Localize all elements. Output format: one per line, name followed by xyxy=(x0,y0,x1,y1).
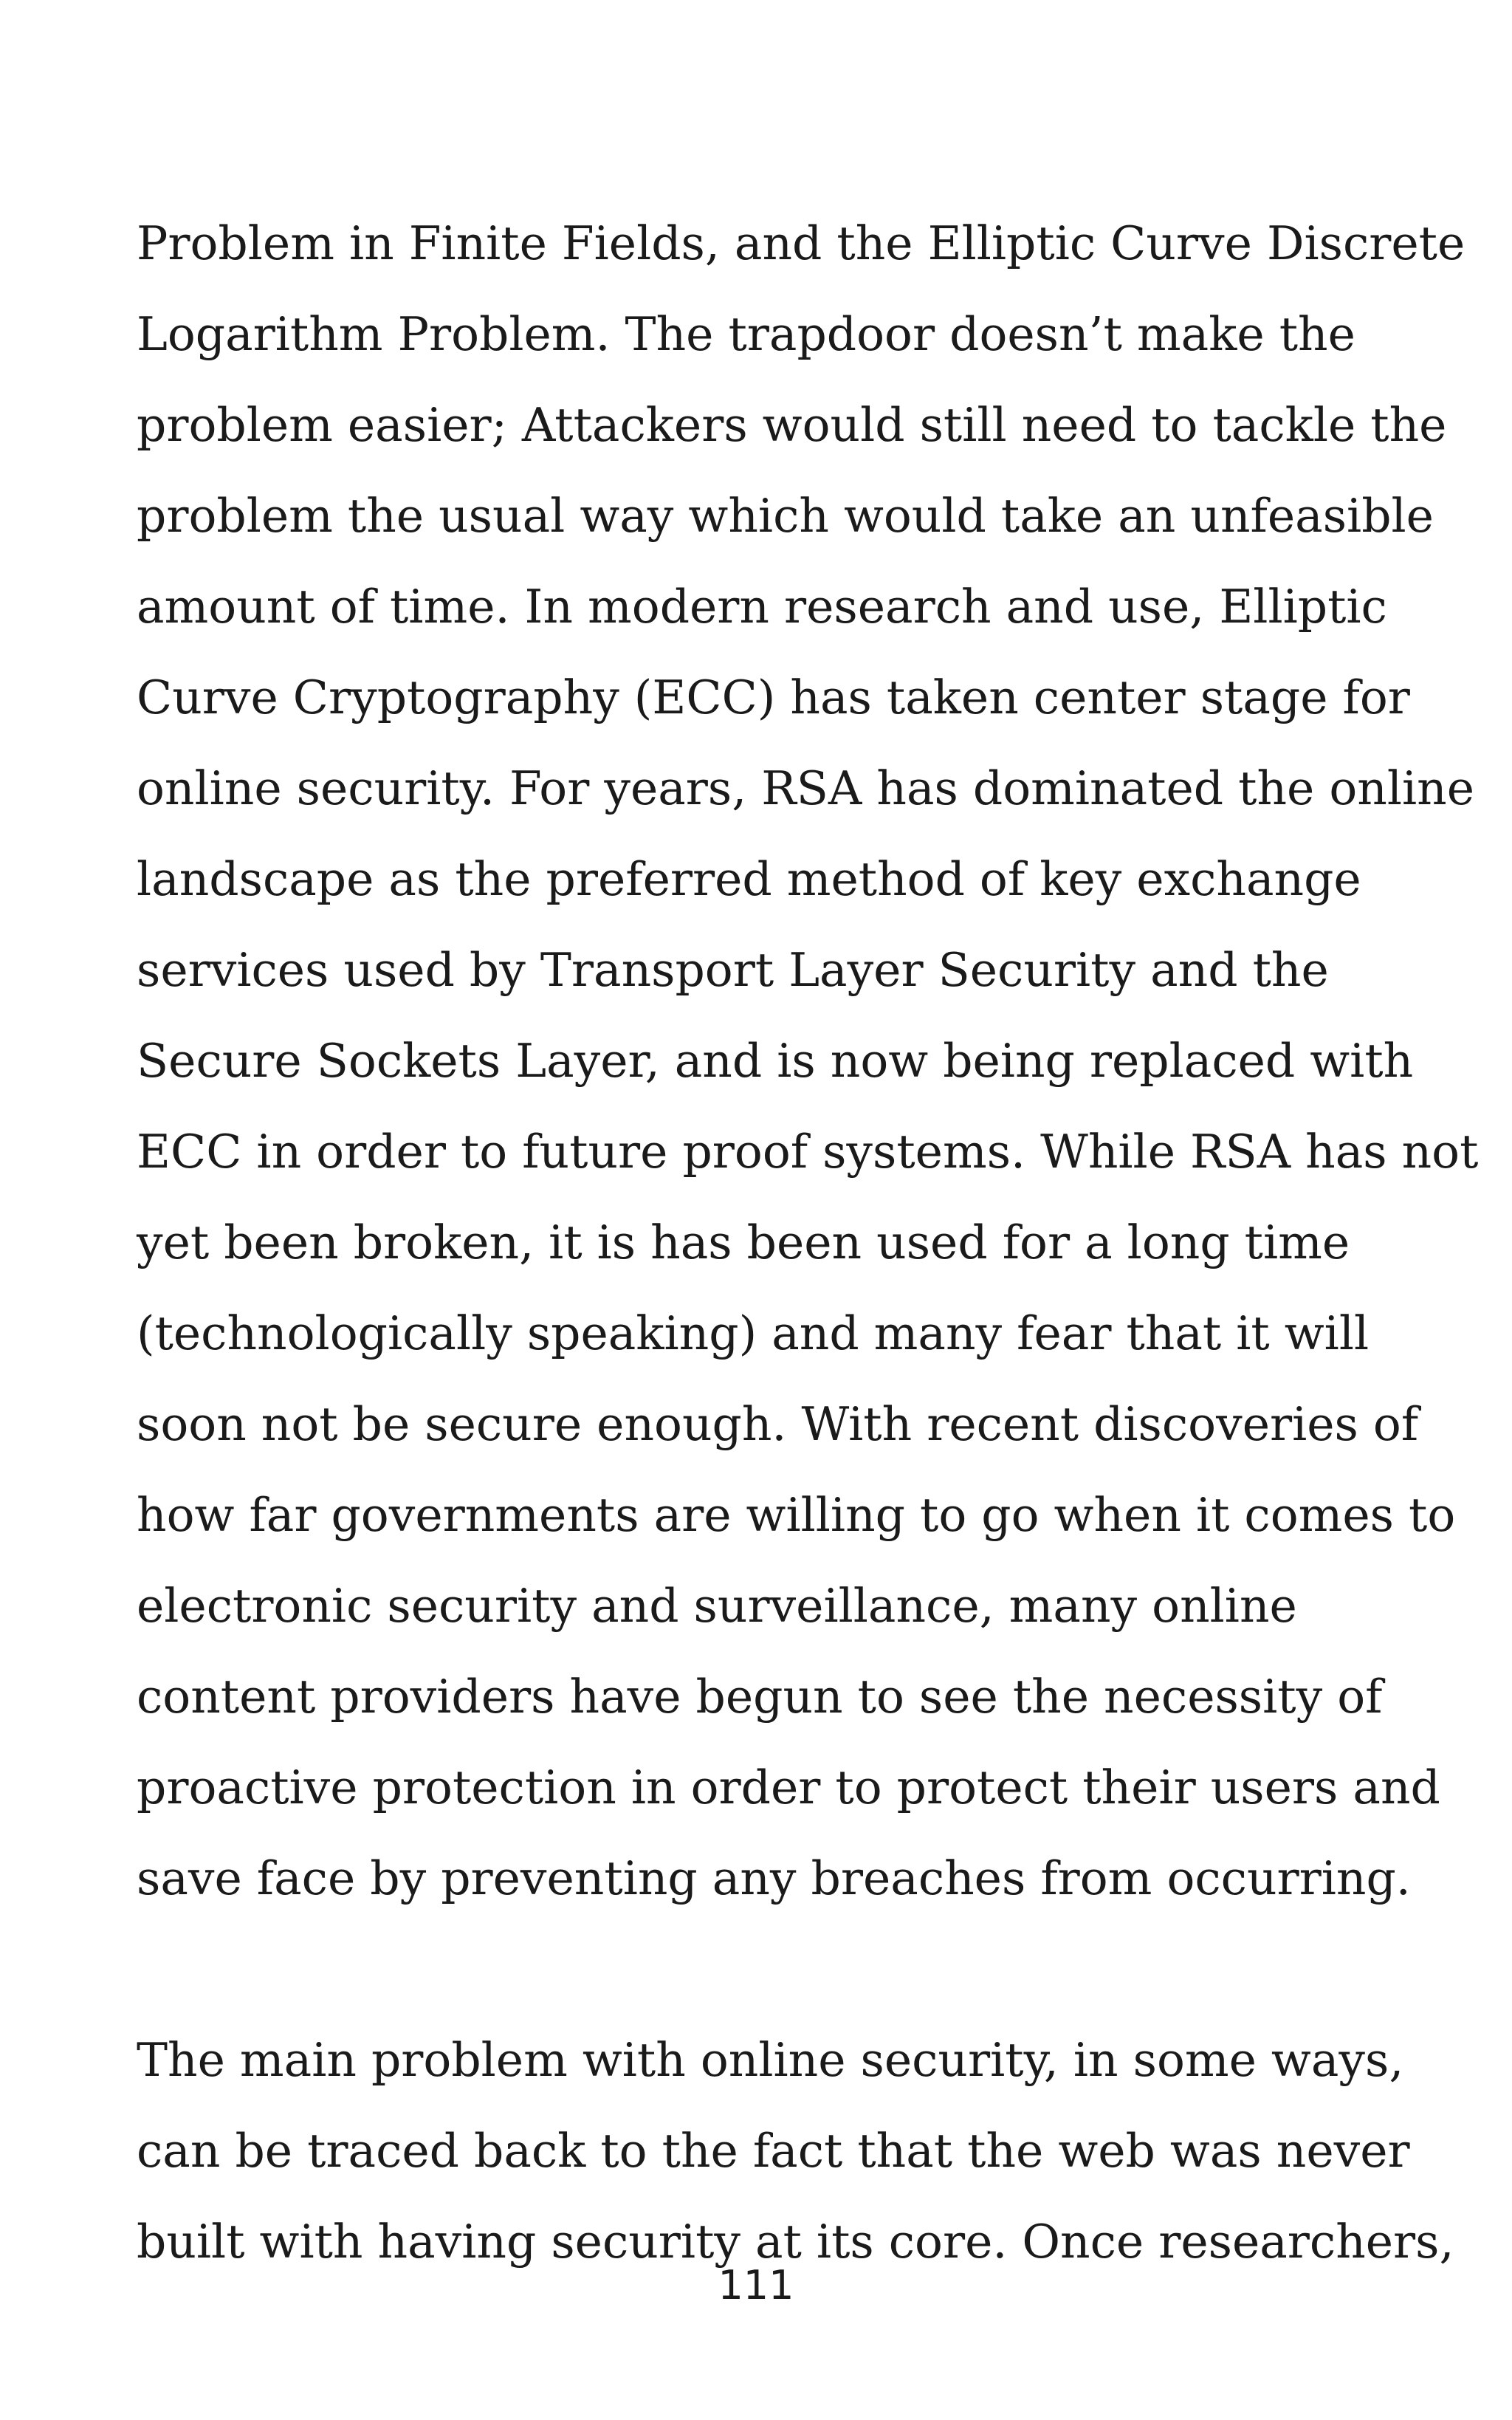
page-number: 111 xyxy=(718,2262,794,2308)
text-line: proactive protection in order to protect their users and xyxy=(137,1761,1440,1814)
text-line: services used by Transport Layer Security and the xyxy=(137,943,1329,997)
text-line: Problem in Finite Fields, and the Elliptic Curve Discrete xyxy=(137,216,1465,270)
text-line: electronic security and surveillance, many online xyxy=(137,1579,1297,1633)
page-body xyxy=(137,198,1479,2287)
text-line: can be traced back to the fact that the web was never xyxy=(137,2124,1410,2178)
text-line: online security. For years, RSA has dominated the online xyxy=(137,761,1474,815)
text-line: built with having security at its core. Once researchers, xyxy=(137,2215,1454,2269)
text-line: The main problem with online security, in some ways, xyxy=(137,2033,1404,2087)
text-line: landscape as the preferred method of key exchange xyxy=(137,852,1361,906)
paragraph-spacer xyxy=(137,1924,1392,2015)
text-line: problem easier; Attackers would still need to tackle the xyxy=(137,398,1447,452)
text-line: yet been broken, it is has been used for a long time xyxy=(137,1216,1350,1269)
text-line: (technologically speaking) and many fear that it will xyxy=(137,1306,1370,1360)
text-line: Curve Cryptography (ECC) has taken center stage for xyxy=(137,671,1410,724)
text-line: soon not be secure enough. With recent discoveries of xyxy=(137,1397,1419,1451)
text-line: amount of time. In modern research and use, Elliptic xyxy=(137,580,1387,634)
text-line: ECC in order to future proof systems. While RSA has not xyxy=(137,1125,1479,1179)
paragraph-1 xyxy=(137,198,1479,1924)
text-line: save face by preventing any breaches from occurring. xyxy=(137,1851,1411,1905)
text-line: Logarithm Problem. The trapdoor doesn’t make the xyxy=(137,307,1355,361)
text-line: Secure Sockets Layer, and is now being replaced with xyxy=(137,1034,1414,1088)
text-line: problem the usual way which would take an unfeasible xyxy=(137,489,1434,543)
paragraph-2 xyxy=(137,2015,1454,2287)
text-line: content providers have begun to see the necessity of xyxy=(137,1670,1383,1724)
text-line: how far governments are willing to go when it comes to xyxy=(137,1488,1456,1542)
